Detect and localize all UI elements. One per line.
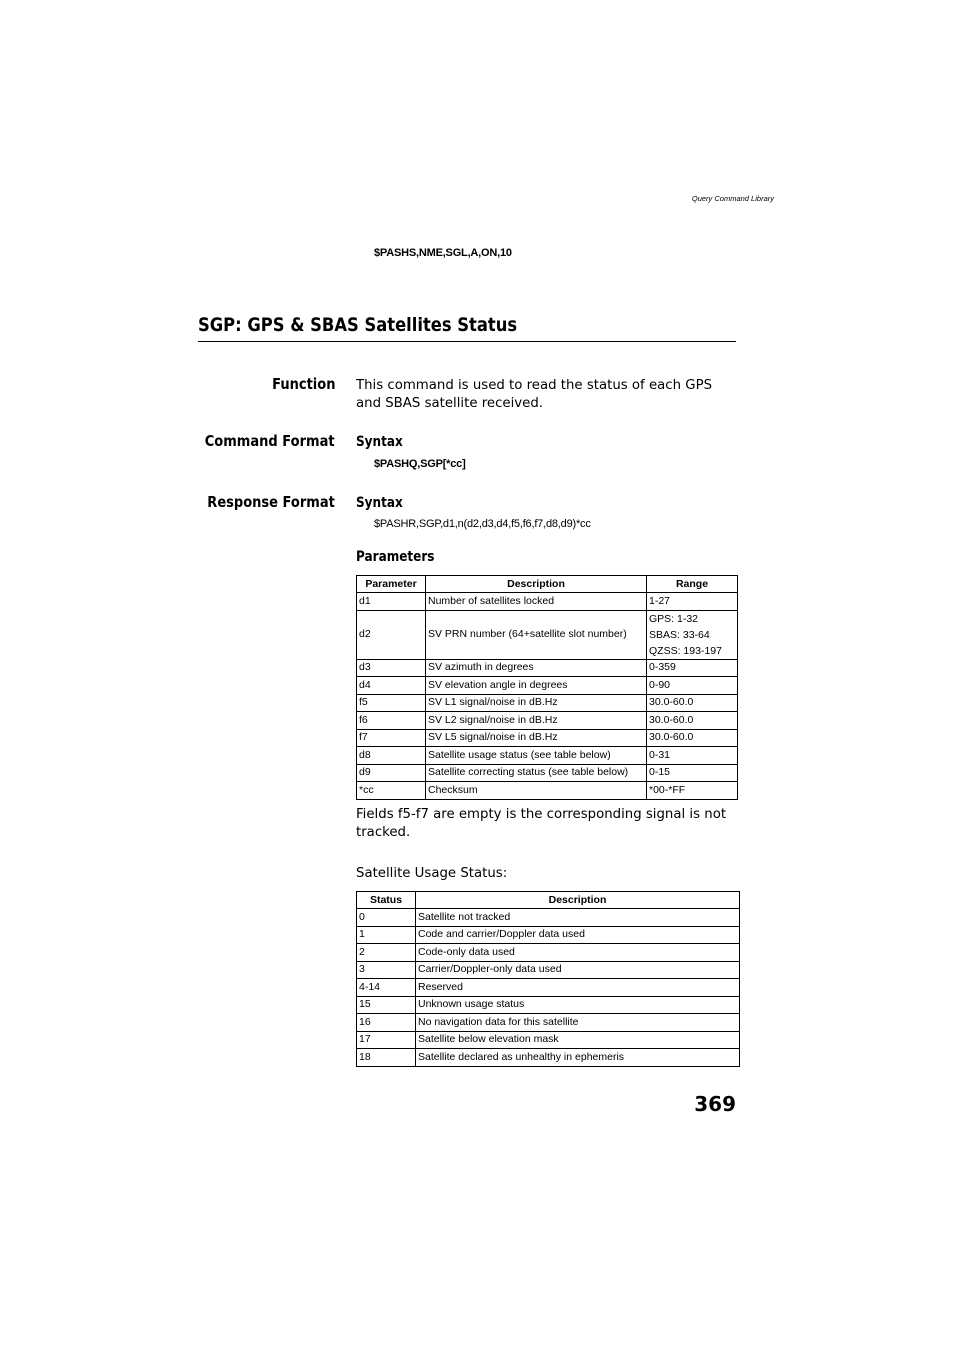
command-syntax: $PASHQ,SGP[*cc] [374,458,466,470]
table-cell: 0 [357,909,416,927]
table-cell: d9 [357,764,426,782]
table-cell: 15 [357,996,416,1014]
table-cell: Satellite declared as unhealthy in ephemeris [416,1049,740,1067]
function-text: This command is used to read the status of each GPS and SBAS satellite received. [356,378,713,411]
response-syntax-heading: Syntax [356,495,403,511]
table-row [357,926,740,944]
table-cell: SV PRN number (64+satellite slot number) [426,610,647,659]
table-row [357,944,740,962]
table-row [357,694,738,712]
table-cell: 3 [357,961,416,979]
page-number: 369 [694,1092,736,1116]
table-cell: d1 [357,593,426,611]
column-header: Range [647,576,738,593]
table-cell: f5 [357,694,426,712]
response-format-heading: Response Format [207,493,335,511]
table-header-row [357,576,738,593]
parameters-heading: Parameters [356,549,435,565]
response-syntax: $PASHR,SGP,d1,n(d2,d3,d4,f5,f6,f7,d8,d9)*cc [374,518,591,530]
title-rule [198,341,736,342]
cell-line: QZSS: 193-197 [649,644,722,657]
table-cell: d8 [357,747,426,765]
table-cell: Satellite correcting status (see table below) [426,764,647,782]
table-cell: *00-*FF [647,782,738,800]
table-row [357,610,738,659]
table-cell: d4 [357,677,426,695]
table-cell: 2 [357,944,416,962]
table-cell: SV L2 signal/noise in dB.Hz [426,712,647,730]
table-row [357,764,738,782]
table-row [357,961,740,979]
table-cell: 4-14 [357,979,416,997]
table-cell: 18 [357,1049,416,1067]
table-cell: 0-359 [647,659,738,677]
table-cell: SV azimuth in degrees [426,659,647,677]
parameters-table [356,575,738,800]
table-cell: SV L1 signal/noise in dB.Hz [426,694,647,712]
table-cell [647,610,738,659]
table-cell: 0-15 [647,764,738,782]
table-cell: Code and carrier/Doppler data used [416,926,740,944]
fields-note: Fields f5-f7 are empty is the corresponding signal is not tracked. [356,807,727,840]
cell-line: GPS: 1-32 [649,612,699,625]
table-row [357,1014,740,1032]
table-cell: 30.0-60.0 [647,729,738,747]
function-heading: Function [271,375,335,393]
table-cell: 30.0-60.0 [647,712,738,730]
previous-command-example: $PASHS,NME,SGL,A,ON,10 [374,247,512,259]
running-header: Query Command Library [691,194,774,203]
table-cell: Checksum [426,782,647,800]
table-cell: 16 [357,1014,416,1032]
table-cell: Unknown usage status [416,996,740,1014]
table-row [357,729,738,747]
usage-status-table [356,891,740,1067]
column-header: Status [357,892,416,909]
usage-status-label: Satellite Usage Status: [356,866,508,881]
table-cell: d2 [357,610,426,659]
column-header: Description [416,892,740,909]
table-row [357,712,738,730]
table-cell: 30.0-60.0 [647,694,738,712]
table-cell: Carrier/Doppler-only data used [416,961,740,979]
table-row [357,747,738,765]
table-cell: *cc [357,782,426,800]
table-row [357,996,740,1014]
column-header: Parameter [357,576,426,593]
table-cell: Satellite usage status (see table below) [426,747,647,765]
table-cell: Reserved [416,979,740,997]
table-row [357,909,740,927]
table-cell: Code-only data used [416,944,740,962]
table-cell: 1-27 [647,593,738,611]
table-row [357,782,738,800]
table-row [357,659,738,677]
table-cell: SV elevation angle in degrees [426,677,647,695]
page-title: SGP: GPS & SBAS Satellites Status [198,314,518,336]
table-cell: Satellite not tracked [416,909,740,927]
command-format-heading: Command Format [205,432,335,450]
table-cell: f6 [357,712,426,730]
table-cell: 0-90 [647,677,738,695]
table-header-row [357,892,740,909]
table-cell: d3 [357,659,426,677]
table-row [357,1031,740,1049]
table-cell: Number of satellites locked [426,593,647,611]
table-row [357,1049,740,1067]
table-cell: No navigation data for this satellite [416,1014,740,1032]
table-row [357,979,740,997]
command-syntax-heading: Syntax [356,434,403,450]
table-row [357,593,738,611]
table-cell: Satellite below elevation mask [416,1031,740,1049]
cell-line: SBAS: 33-64 [649,628,710,641]
table-cell: 0-31 [647,747,738,765]
column-header: Description [426,576,647,593]
table-cell: 1 [357,926,416,944]
table-row [357,677,738,695]
table-cell: f7 [357,729,426,747]
table-cell: 17 [357,1031,416,1049]
table-cell: SV L5 signal/noise in dB.Hz [426,729,647,747]
